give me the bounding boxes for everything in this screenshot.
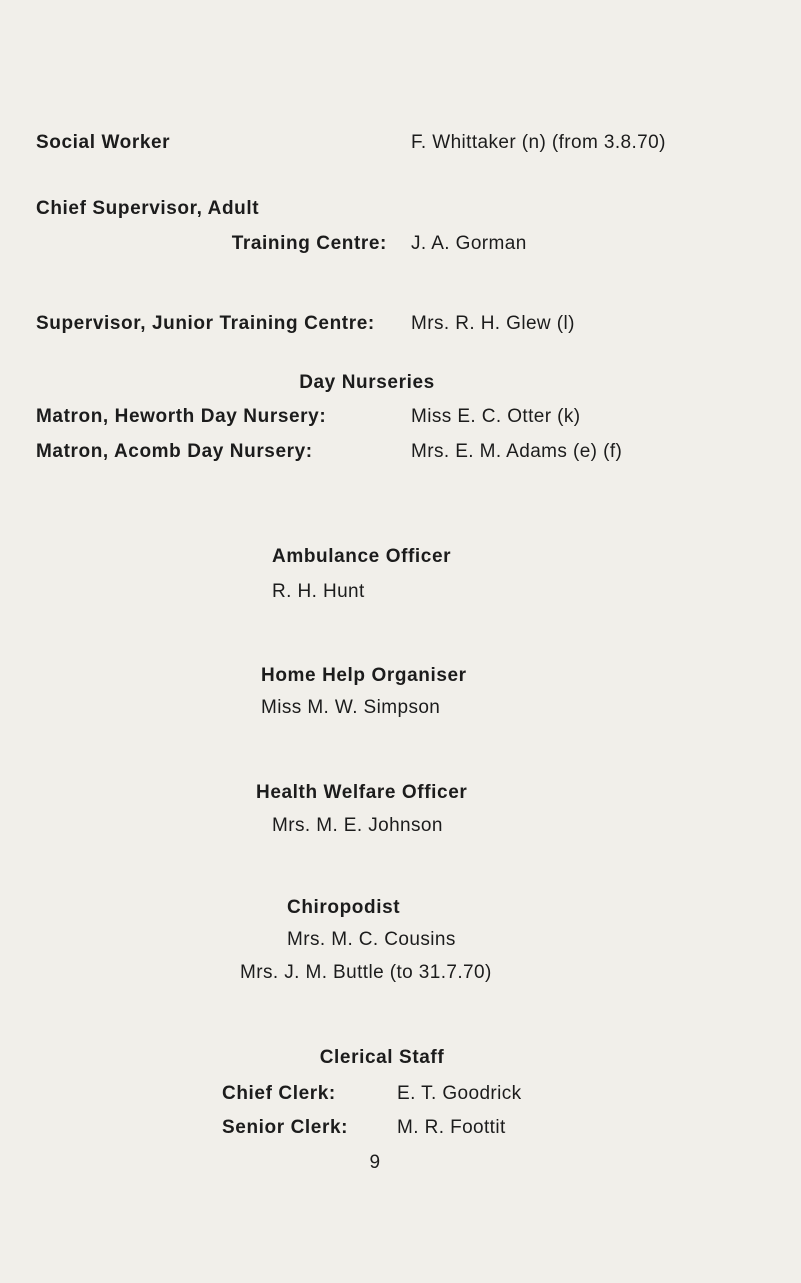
day-nurseries-heading: Day Nurseries: [299, 372, 435, 393]
chiropodist-name: Mrs. M. C. Cousins: [287, 929, 456, 950]
ambulance-officer-name: R. H. Hunt: [272, 581, 365, 602]
clerical-label: Chief Clerk:: [222, 1083, 336, 1104]
home-help-heading: Home Help Organiser: [261, 665, 467, 686]
chiropodist-heading: Chiropodist: [287, 897, 401, 918]
clerical-value: M. R. Foottit: [397, 1117, 506, 1138]
social-worker-label: Social Worker: [36, 132, 171, 153]
junior-supervisor-value: Mrs. R. H. Glew (l): [411, 313, 575, 334]
page-number: 9: [369, 1152, 381, 1173]
day-nursery-label: Matron, Acomb Day Nursery:: [36, 441, 313, 462]
day-nursery-label: Matron, Heworth Day Nursery:: [36, 406, 327, 427]
health-welfare-heading: Health Welfare Officer: [256, 782, 468, 803]
social-worker-value: F. Whittaker (n) (from 3.8.70): [411, 132, 666, 153]
day-nursery-value: Miss E. C. Otter (k): [411, 406, 581, 427]
day-nursery-value: Mrs. E. M. Adams (e) (f): [411, 441, 623, 462]
chief-supervisor-value: J. A. Gorman: [411, 233, 527, 254]
chiropodist-name: Mrs. J. M. Buttle (to 31.7.70): [240, 962, 492, 983]
clerical-staff-heading: Clerical Staff: [319, 1047, 445, 1068]
junior-supervisor-label: Supervisor, Junior Training Centre:: [36, 313, 375, 334]
clerical-label: Senior Clerk:: [222, 1117, 349, 1138]
chief-supervisor-label-line2: Training Centre:: [231, 233, 387, 254]
health-welfare-name: Mrs. M. E. Johnson: [272, 815, 443, 836]
chief-supervisor-label-line1: Chief Supervisor, Adult: [36, 198, 260, 219]
clerical-value: E. T. Goodrick: [397, 1083, 522, 1104]
home-help-name: Miss M. W. Simpson: [261, 697, 441, 718]
ambulance-officer-heading: Ambulance Officer: [272, 546, 452, 567]
